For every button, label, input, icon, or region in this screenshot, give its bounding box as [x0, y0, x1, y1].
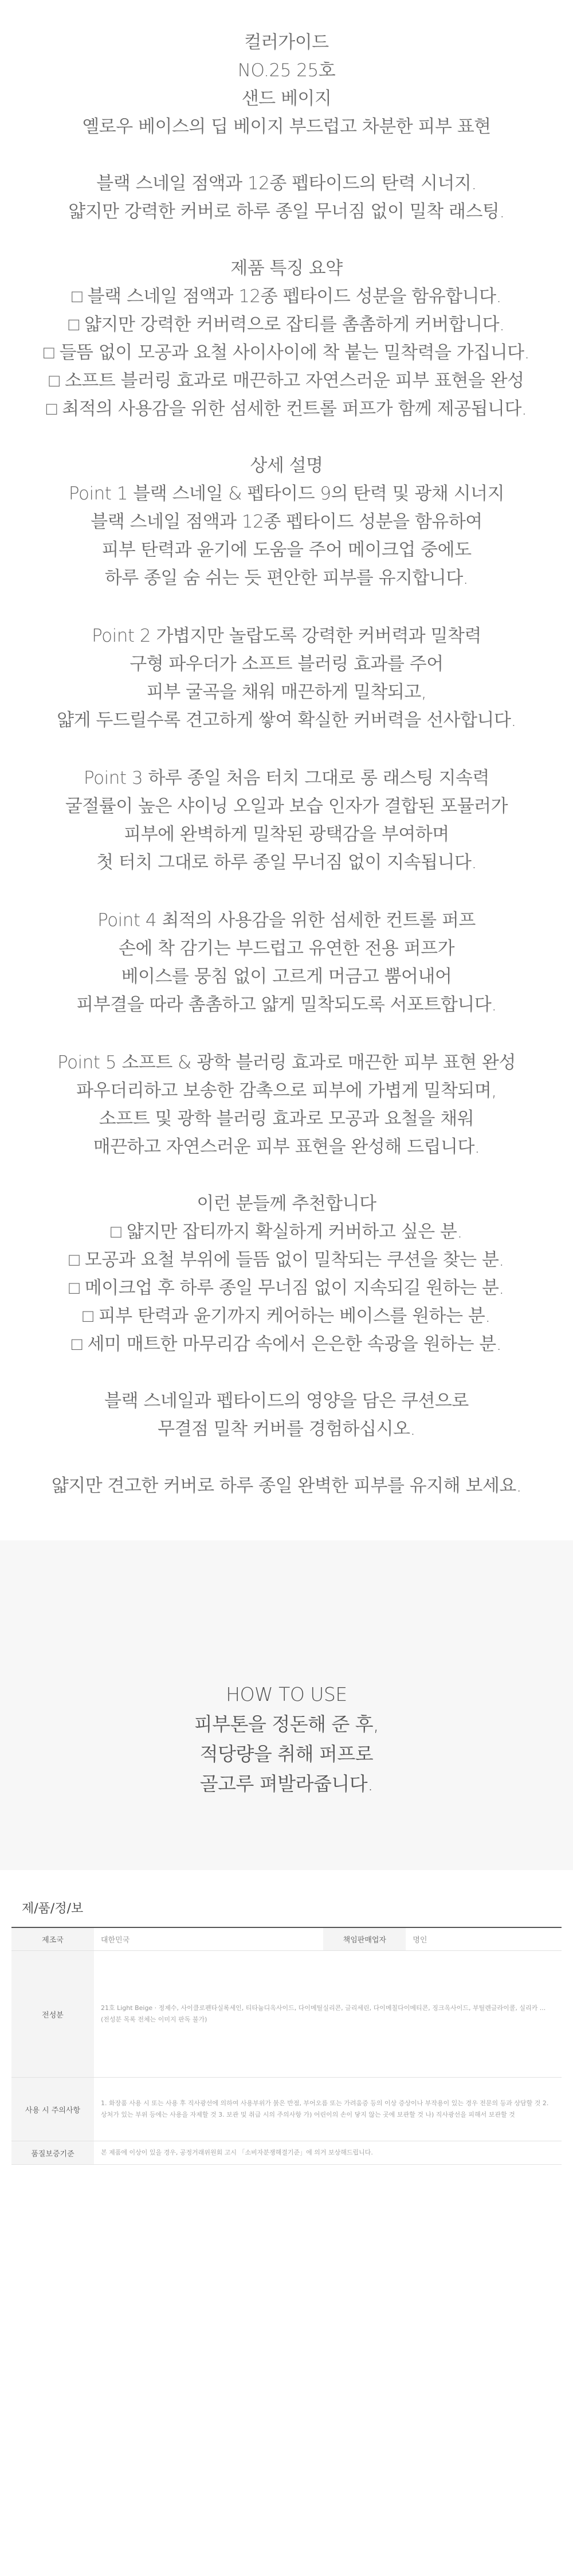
point-line: 피부 탄력과 윤기에 도움을 주어 메이크업 중에도	[101, 540, 472, 560]
details-title: 상세 설명	[250, 455, 323, 476]
table-row	[11, 1928, 562, 1951]
how-to-use-step: 골고루 펴발라줍니다.	[199, 1773, 374, 1795]
point-line: 피부 굴곡을 채워 매끈하게 밀착되고,	[146, 682, 427, 702]
point-line: 얇게 두드릴수록 견고하게 쌓여 확실한 커버력을 선사합니다.	[57, 710, 516, 731]
how-to-use-step: 피부톤을 정돈해 준 후,	[194, 1713, 379, 1735]
point-heading: Point 1 블랙 스네일 & 펩타이드 9의 탄력 및 광채 시너지	[68, 483, 505, 504]
point-line: 매끈하고 자연스러운 피부 표현을 완성해 드립니다.	[93, 1137, 480, 1157]
features-section	[0, 255, 573, 423]
color-guide-section	[0, 29, 573, 141]
point-heading: Point 2 가볍지만 놀랍도록 강력한 커버력과 밀착력	[92, 626, 481, 646]
product-info-section	[0, 1870, 573, 2165]
how-to-use-section	[0, 1540, 573, 1870]
details-section	[0, 452, 573, 1161]
shade-number: NO.25 25호	[237, 60, 336, 81]
recommend-item: □ 얇지만 잡티까지 확실하게 커버하고 싶은 분.	[111, 1221, 462, 1242]
tagline-line: 얇지만 강력한 커버로 하루 종일 무너짐 없이 밀착 래스팅.	[68, 201, 505, 222]
point-line: 베이스를 뭉침 없이 고르게 머금고 뿜어내어	[121, 966, 452, 987]
recommend-title: 이런 분들께 추천합니다	[197, 1193, 376, 1214]
point-line: 첫 터치 그대로 하루 종일 무너짐 없이 지속됩니다.	[96, 852, 477, 873]
point-line: 굴절률이 높은 샤이닝 오일과 보습 인자가 결합된 포뮬러가	[65, 796, 508, 817]
point-block	[0, 622, 573, 735]
ingredients-label: 전성분	[11, 1951, 94, 2078]
recommend-item: □ 메이크업 후 하루 종일 무너짐 없이 지속되길 원하는 분.	[69, 1278, 504, 1298]
point-block	[0, 764, 573, 877]
table-row	[11, 2141, 562, 2165]
closing-section	[0, 1387, 573, 1500]
tagline-section	[0, 170, 573, 226]
point-heading: Point 4 최적의 사용감을 위한 섬세한 컨트롤 퍼프	[97, 910, 476, 931]
point-heading: Point 3 하루 종일 처음 터치 그대로 롱 래스팅 지속력	[84, 768, 489, 789]
point-line: 소프트 및 광학 블러링 효과로 모공과 요철을 채워	[99, 1109, 474, 1129]
point-line: 하루 종일 숨 쉬는 듯 편안한 피부를 유지합니다.	[104, 568, 469, 588]
quality-value: 본 제품에 이상이 있을 경우, 공정거래위원회 고시 「소비자분쟁해결기준」에 의거 보상해드립니다.	[94, 2141, 562, 2165]
manufacturer-value: 대한민국	[94, 1928, 323, 1951]
point-heading: Point 5 소프트 & 광학 블러링 효과로 매끈한 피부 표현 완성	[57, 1052, 516, 1073]
feature-item: □ 들뜸 없이 모공과 요철 사이사이에 착 붙는 밀착력을 가집니다.	[44, 342, 529, 363]
recommend-item: □ 모공과 요철 부위에 들뜸 없이 밀착되는 쿠션을 찾는 분.	[69, 1250, 504, 1270]
closing-line: 블랙 스네일과 펩타이드의 영양을 담은 쿠션으로	[104, 1391, 469, 1411]
caution-value: 1. 화장품 사용 시 또는 사용 후 직사광선에 의하여 사용부위가 붉은 반점, 부어오름 또는 가려움증 등의 이상 증상이나 부작용이 있는 경우 전문의 등과 상담할 것 2. 상처가 있는 부위 등에는 사용을 자제할 것 3. 보관 및 취급 시의 주의사항 가) 어린이의 손이 닿지 않는 곳에 보관할 것 나) 직사광선을 피해서 보관할 것	[94, 2078, 562, 2141]
recommend-section	[0, 1190, 573, 1359]
features-title: 제품 특징 요약	[230, 258, 343, 279]
feature-item: □ 소프트 블러링 효과로 매끈하고 자연스러운 피부 표현을 완성	[49, 370, 524, 391]
tagline-line: 블랙 스네일 점액과 12종 펩타이드의 탄력 시너지.	[96, 173, 477, 194]
point-line: 블랙 스네일 점액과 12종 펩타이드 성분을 함유하여	[91, 512, 482, 532]
shade-name: 샌드 베이지	[241, 88, 332, 109]
point-line: 파우더리하고 보송한 감촉으로 피부에 가볍게 밀착되며,	[76, 1080, 497, 1101]
how-to-use-title: HOW TO USE	[226, 1683, 347, 1705]
point-line: 피부결을 따라 촘촘하고 얇게 밀착되도록 서포트합니다.	[76, 994, 497, 1015]
point-block	[0, 480, 573, 592]
ingredients-value: 21호 Light Beige · 정제수, 사이클로펜타실록세인, 티타늄디옥사이드, 다이메틸실리콘, 글리세린, 다이메칠다이메티콘, 징크옥사이드, 부틸렌글라이콜, 실리카 ... (전성분 목록 전체는 이미지 판독 불가)	[94, 1951, 562, 2078]
shade-description: 옐로우 베이스의 딥 베이지 부드럽고 차분한 피부 표현	[82, 116, 491, 137]
feature-item: □ 블랙 스네일 점액과 12종 펩타이드 성분을 함유합니다.	[72, 286, 501, 307]
recommend-item: □ 피부 탄력과 윤기까지 케어하는 베이스를 원하는 분.	[83, 1306, 490, 1326]
point-line: 손에 착 감기는 부드럽고 유연한 전용 퍼프가	[118, 938, 455, 959]
how-to-use-step: 적당량을 취해 퍼프로	[199, 1743, 374, 1765]
table-row	[11, 1951, 562, 2078]
feature-item: □ 얇지만 강력한 커버력으로 잡티를 촘촘하게 커버합니다.	[68, 314, 505, 335]
closing-line: 무결점 밀착 커버를 경험하십시오.	[158, 1419, 415, 1439]
responsible-value: 명인	[406, 1928, 562, 1951]
responsible-label: 책임판매업자	[323, 1928, 406, 1951]
color-guide-title: 컬러가이드	[244, 32, 329, 53]
point-block	[0, 1049, 573, 1161]
closing-final: 얇지만 견고한 커버로 하루 종일 완벽한 피부를 유지해 보세요.	[51, 1476, 522, 1496]
point-line: 피부에 완벽하게 밀착된 광택감을 부여하며	[124, 824, 449, 845]
product-info-table	[11, 1928, 562, 2165]
table-row	[11, 2078, 562, 2141]
product-info-title: 제/품/정/보	[11, 1887, 562, 1928]
recommend-item: □ 세미 매트한 마무리감 속에서 은은한 속광을 원하는 분.	[71, 1334, 502, 1355]
point-line: 구형 파우더가 소프트 블러링 효과를 주어	[129, 654, 444, 674]
quality-label: 품질보증기준	[11, 2141, 94, 2165]
point-block	[0, 907, 573, 1019]
caution-label: 사용 시 주의사항	[11, 2078, 94, 2141]
feature-item: □ 최적의 사용감을 위한 섬세한 컨트롤 퍼프가 함께 제공됩니다.	[46, 399, 527, 419]
manufacturer-label: 제조국	[11, 1928, 94, 1951]
